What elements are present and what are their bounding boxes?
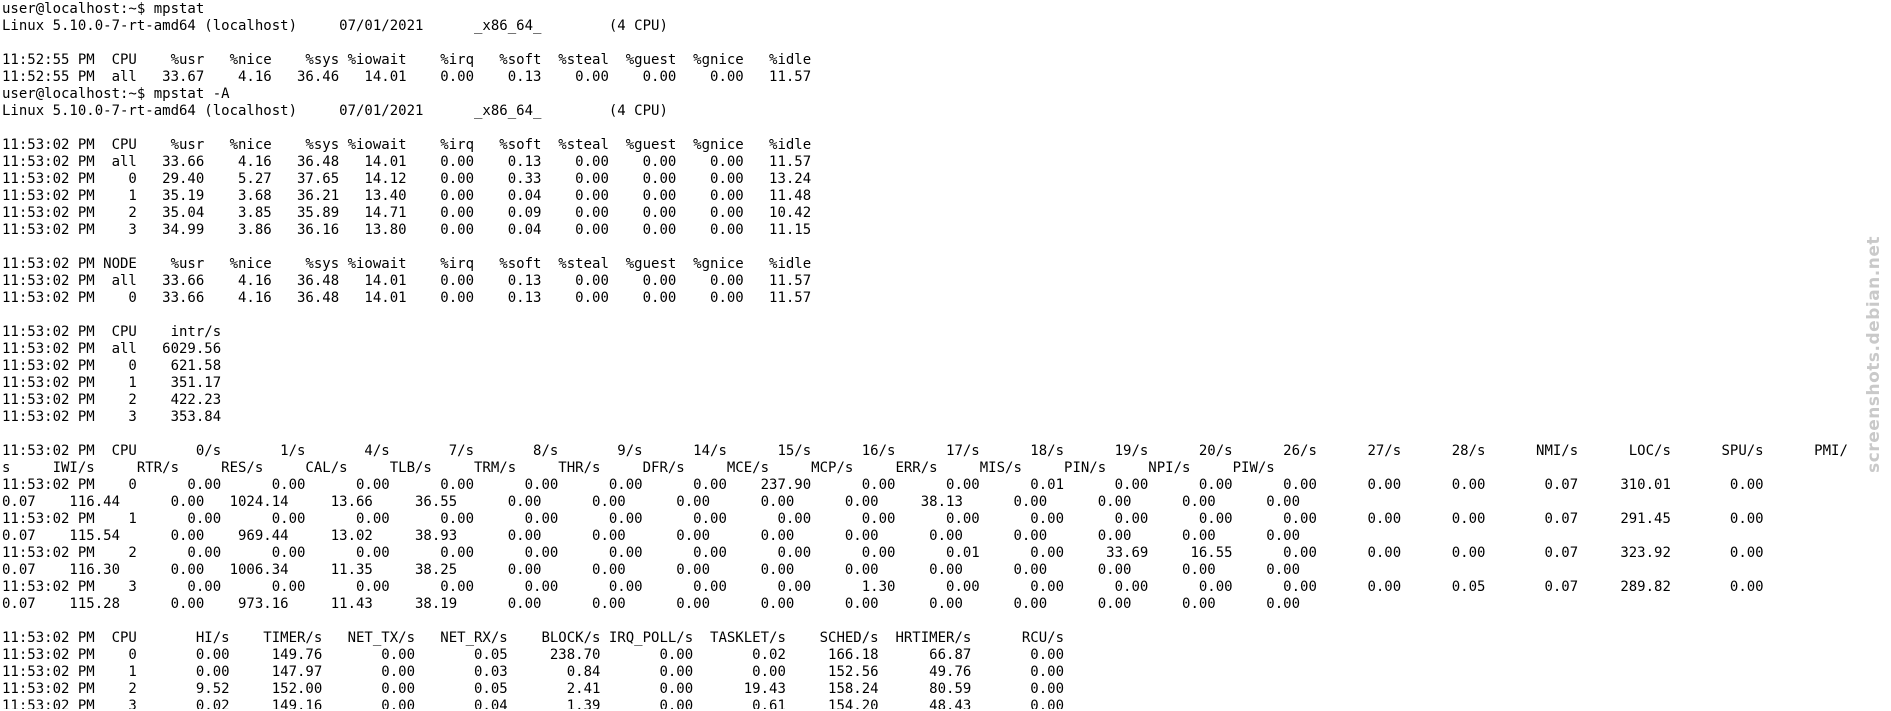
terminal-line: 11:53:02 PM 2 9.52 152.00 0.00 0.05 2.41 0.00 19.43 158.24 80.59 0.00 (2, 681, 1065, 697)
terminal-line: 11:53:02 PM 1 351.17 (2, 375, 222, 391)
watermark-text: screenshots.debian.net (1864, 236, 1884, 473)
terminal-line: 11:53:02 PM all 6029.56 (2, 341, 222, 357)
terminal-line: 11:53:02 PM CPU HI/s TIMER/s NET_TX/s NET_RX/s BLOCK/s IRQ_POLL/s TASKLET/s SCHED/s HRTIMER/s RCU/s (2, 630, 1065, 646)
terminal-line (2, 426, 1852, 443)
terminal-line: 11:53:02 PM 0 0.00 0.00 0.00 0.00 0.00 0.00 0.00 237.90 0.00 0.00 0.01 0.00 0.00 0.00 0.00 0.00 0.07 310.01 0.00 (2, 477, 1764, 493)
terminal-line: 11:53:02 PM 0 33.66 4.16 36.48 14.01 0.00 0.13 0.00 0.00 0.00 11.57 (2, 290, 812, 306)
terminal-line: 11:53:02 PM CPU intr/s (2, 324, 222, 340)
terminal-line: 11:53:02 PM all 33.66 4.16 36.48 14.01 0.00 0.13 0.00 0.00 0.00 11.57 (2, 154, 812, 170)
terminal-output[interactable] (2, 1, 1852, 709)
terminal-line (2, 239, 1852, 256)
terminal-line: 11:53:02 PM 3 353.84 (2, 409, 222, 425)
terminal-line (2, 307, 1852, 324)
terminal-line (2, 120, 1852, 137)
terminal-line: 11:53:02 PM 1 0.00 147.97 0.00 0.03 0.84 0.00 0.00 152.56 49.76 0.00 (2, 664, 1065, 680)
terminal-line: user@localhost:~$ mpstat (2, 1, 205, 17)
terminal-line: 0.07 115.54 0.00 969.44 13.02 38.93 0.00 0.00 0.00 0.00 0.00 0.00 0.00 0.00 0.00 0.00 (2, 528, 1301, 544)
terminal-line: 0.07 116.30 0.00 1006.34 11.35 38.25 0.00 0.00 0.00 0.00 0.00 0.00 0.00 0.00 0.00 0.00 (2, 562, 1301, 578)
terminal-line: 11:53:02 PM 1 35.19 3.68 36.21 13.40 0.00 0.04 0.00 0.00 0.00 11.48 (2, 188, 812, 204)
terminal-line: 11:53:02 PM CPU 0/s 1/s 4/s 7/s 8/s 9/s 14/s 15/s 16/s 17/s 18/s 19/s 20/s 26/s 27/s 28/s NMI/s LOC/s SPU/s PMI/ (2, 443, 1848, 459)
terminal-line: Linux 5.10.0-7-rt-amd64 (localhost) 07/01/2021 _x86_64_ (4 CPU) (2, 103, 668, 119)
terminal-line: 11:53:02 PM NODE %usr %nice %sys %iowait %irq %soft %steal %guest %gnice %idle (2, 256, 812, 272)
terminal-line (2, 613, 1852, 630)
terminal-line: 11:53:02 PM 2 422.23 (2, 392, 222, 408)
terminal-line: 11:53:02 PM 2 0.00 0.00 0.00 0.00 0.00 0.00 0.00 0.00 0.00 0.01 0.00 33.69 16.55 0.00 0.00 0.00 0.07 323.92 0.00 (2, 545, 1764, 561)
watermark (1859, 236, 1889, 473)
terminal-line: 11:52:55 PM CPU %usr %nice %sys %iowait %irq %soft %steal %guest %gnice %idle (2, 52, 812, 68)
terminal-line: 11:53:02 PM all 33.66 4.16 36.48 14.01 0.00 0.13 0.00 0.00 0.00 11.57 (2, 273, 812, 289)
terminal-line (2, 35, 1852, 52)
terminal-line: 11:53:02 PM 0 621.58 (2, 358, 222, 374)
terminal-line: 11:53:02 PM 0 29.40 5.27 37.65 14.12 0.00 0.33 0.00 0.00 0.00 13.24 (2, 171, 812, 187)
terminal-line: 11:52:55 PM all 33.67 4.16 36.46 14.01 0.00 0.13 0.00 0.00 0.00 11.57 (2, 69, 812, 85)
terminal-line: 0.07 115.28 0.00 973.16 11.43 38.19 0.00 0.00 0.00 0.00 0.00 0.00 0.00 0.00 0.00 0.00 (2, 596, 1301, 612)
terminal-line: 11:53:02 PM CPU %usr %nice %sys %iowait %irq %soft %steal %guest %gnice %idle (2, 137, 812, 153)
terminal-line: user@localhost:~$ mpstat -A (2, 86, 230, 102)
terminal-line: 11:53:02 PM 2 35.04 3.85 35.89 14.71 0.00 0.09 0.00 0.00 0.00 10.42 (2, 205, 812, 221)
terminal-line: 11:53:02 PM 0 0.00 149.76 0.00 0.05 238.70 0.00 0.02 166.18 66.87 0.00 (2, 647, 1065, 663)
terminal-line: 11:53:02 PM 1 0.00 0.00 0.00 0.00 0.00 0.00 0.00 0.00 0.00 0.00 0.00 0.00 0.00 0.00 0.00 0.00 0.07 291.45 0.00 (2, 511, 1764, 527)
terminal-line: Linux 5.10.0-7-rt-amd64 (localhost) 07/01/2021 _x86_64_ (4 CPU) (2, 18, 668, 34)
terminal-line: 11:53:02 PM 3 34.99 3.86 36.16 13.80 0.00 0.04 0.00 0.00 0.00 11.15 (2, 222, 812, 238)
terminal-line: 0.07 116.44 0.00 1024.14 13.66 36.55 0.00 0.00 0.00 0.00 0.00 38.13 0.00 0.00 0.00 0.00 (2, 494, 1301, 510)
terminal-line: 11:53:02 PM 3 0.00 0.00 0.00 0.00 0.00 0.00 0.00 0.00 1.30 0.00 0.00 0.00 0.00 0.00 0.00 0.05 0.07 289.82 0.00 (2, 579, 1764, 595)
terminal-line: s IWI/s RTR/s RES/s CAL/s TLB/s TRM/s THR/s DFR/s MCE/s MCP/s ERR/s MIS/s PIN/s NPI/s PIW/s (2, 460, 1275, 476)
terminal-line: 11:53:02 PM 3 0.02 149.16 0.00 0.04 1.39 0.00 0.61 154.20 48.43 0.00 (2, 698, 1065, 709)
